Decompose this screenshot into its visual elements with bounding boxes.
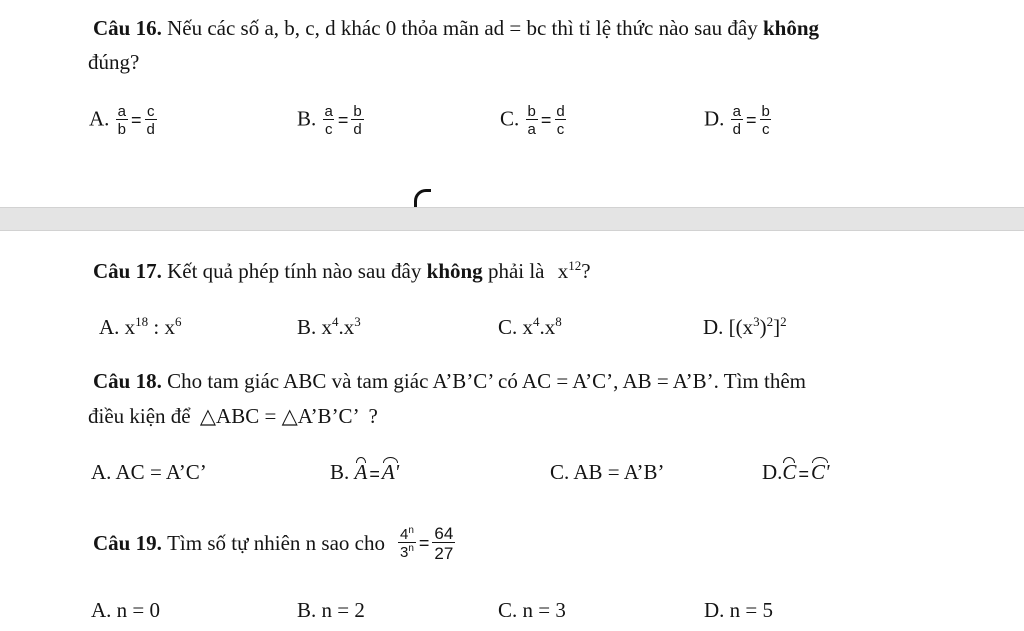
q18-option-b-letter: B. — [330, 460, 350, 484]
q16-label: Câu 16. — [93, 16, 162, 40]
q16-option-d[interactable]: D. $\frac{a}{d}$ = $\frac{b}{c}$ — [704, 103, 770, 138]
q16-option-b-left-fraction: $\frac{a}{c}$ — [324, 103, 333, 138]
q18-text-line1 — [93, 369, 806, 394]
q18-label: Câu 18. — [93, 369, 162, 393]
q18-option-a[interactable] — [91, 460, 207, 485]
q19-option-b-expr: n = 2 — [321, 598, 365, 622]
q18-text-line2 — [88, 404, 378, 429]
q19-label: Câu 19. — [93, 530, 162, 555]
q16-option-a-left-fraction: $\frac{a}{b}$ — [117, 103, 127, 138]
q19-option-c-expr: n = 3 — [522, 598, 566, 622]
q17-option-d-expr: $[(x^3)^2]^2$ — [728, 314, 787, 339]
q17-option-a[interactable] — [99, 315, 182, 340]
q17-option-b-expr: $x^4.x^3$ — [321, 314, 361, 339]
q19-option-a-letter: A. — [91, 598, 112, 622]
q19-right-fraction: $\frac{64}{27}$ — [434, 523, 454, 563]
q17-label: Câu 17. — [93, 259, 162, 283]
q19-option-d-expr: n = 5 — [729, 598, 774, 622]
q16-option-d-letter: D. — [704, 106, 725, 131]
q16-stem: Nếu các số a, b, c, d khác 0 thỏa mãn ad = bc thì tỉ lệ thức nào sau đây — [167, 16, 758, 40]
q19-option-c[interactable] — [498, 598, 566, 623]
q19-equation: $\frac{4^n}{3^n}$ = $\frac{64}{27}$ — [399, 523, 454, 563]
q18-option-c-expr: AB = A’B’ — [573, 460, 665, 484]
q16-bold-word: không — [762, 16, 820, 40]
q16-option-a[interactable]: A. $\frac{a}{b}$ = $\frac{c}{d}$ — [89, 103, 155, 138]
q19-left-fraction: $\frac{4^n}{3^n}$ — [399, 524, 414, 561]
q18-option-d[interactable] — [762, 460, 829, 485]
q17-option-c-letter: C. — [498, 315, 518, 339]
q19-option-a-expr: n = 0 — [116, 598, 161, 622]
q17-option-d-letter: D. — [703, 315, 724, 339]
q17-option-a-letter: A. — [99, 315, 120, 339]
q16-option-a-letter: A. — [89, 106, 110, 131]
q18-option-a-letter: A. — [91, 460, 112, 484]
q18-option-a-expr: AC = A’C’ — [115, 460, 207, 484]
q16-option-d-left-fraction: $\frac{a}{d}$ — [732, 103, 742, 138]
q16-text-line1 — [93, 16, 819, 41]
q16-option-d-right-fraction: $\frac{b}{c}$ — [761, 103, 770, 138]
q19-stem: Tìm số tự nhiên n sao cho — [167, 530, 385, 555]
page-break-divider — [0, 207, 1024, 231]
q18-option-b[interactable] — [330, 460, 399, 485]
q18-option-c-letter: C. — [550, 460, 570, 484]
q16-option-b[interactable]: B. $\frac{a}{c}$ = $\frac{b}{d}$ — [297, 103, 362, 138]
q17-option-a-expr: $x^{18}$ : $x^6$ — [124, 314, 182, 339]
q16-option-c[interactable]: C. $\frac{b}{a}$ = $\frac{d}{c}$ — [500, 103, 565, 138]
q19-option-d[interactable] — [704, 598, 773, 623]
q18-option-d-letter: D. — [762, 460, 783, 484]
q17-option-b[interactable] — [297, 315, 361, 340]
q17-stem: Kết quả phép tính nào sau đây — [167, 259, 422, 283]
q18-stem-2: điều kiện để — [88, 404, 191, 428]
q18-option-d-expr: C =C' — [782, 460, 830, 484]
q17-expression: $x^{12}$? — [557, 258, 591, 283]
q18-option-b-expr: A =A' — [354, 460, 400, 484]
q17-text — [93, 259, 591, 284]
q19-option-b[interactable] — [297, 598, 365, 623]
q16-option-c-left-fraction: $\frac{b}{a}$ — [527, 103, 536, 138]
q17-option-c[interactable] — [498, 315, 562, 340]
q16-option-b-letter: B. — [297, 106, 317, 131]
q16-option-c-right-fraction: $\frac{d}{c}$ — [556, 103, 565, 138]
q19-option-d-letter: D. — [704, 598, 725, 622]
q16-option-b-right-fraction: $\frac{b}{d}$ — [353, 103, 362, 138]
q17-option-b-letter: B. — [297, 315, 317, 339]
q16-option-c-letter: C. — [500, 106, 520, 131]
q19-option-a[interactable] — [91, 598, 160, 623]
q17-option-c-expr: $x^4.x^8$ — [522, 314, 562, 339]
q17-option-d[interactable] — [703, 315, 787, 340]
q19-text — [93, 517, 456, 569]
q19-option-c-letter: C. — [498, 598, 518, 622]
q18-condition: △ABC = △A’B’C’ ? — [199, 404, 378, 428]
q18-stem: Cho tam giác ABC và tam giác A’B’C’ có AC = A’C’, AB = A’B’. Tìm thêm — [167, 369, 806, 393]
q17-stem-2: phải là — [487, 259, 545, 283]
q16-text-line2: đúng? — [88, 50, 140, 74]
q19-option-b-letter: B. — [297, 598, 317, 622]
q18-option-c[interactable] — [550, 460, 665, 485]
q16-option-a-right-fraction: $\frac{c}{d}$ — [146, 103, 155, 138]
q17-bold-word: không — [426, 259, 483, 283]
